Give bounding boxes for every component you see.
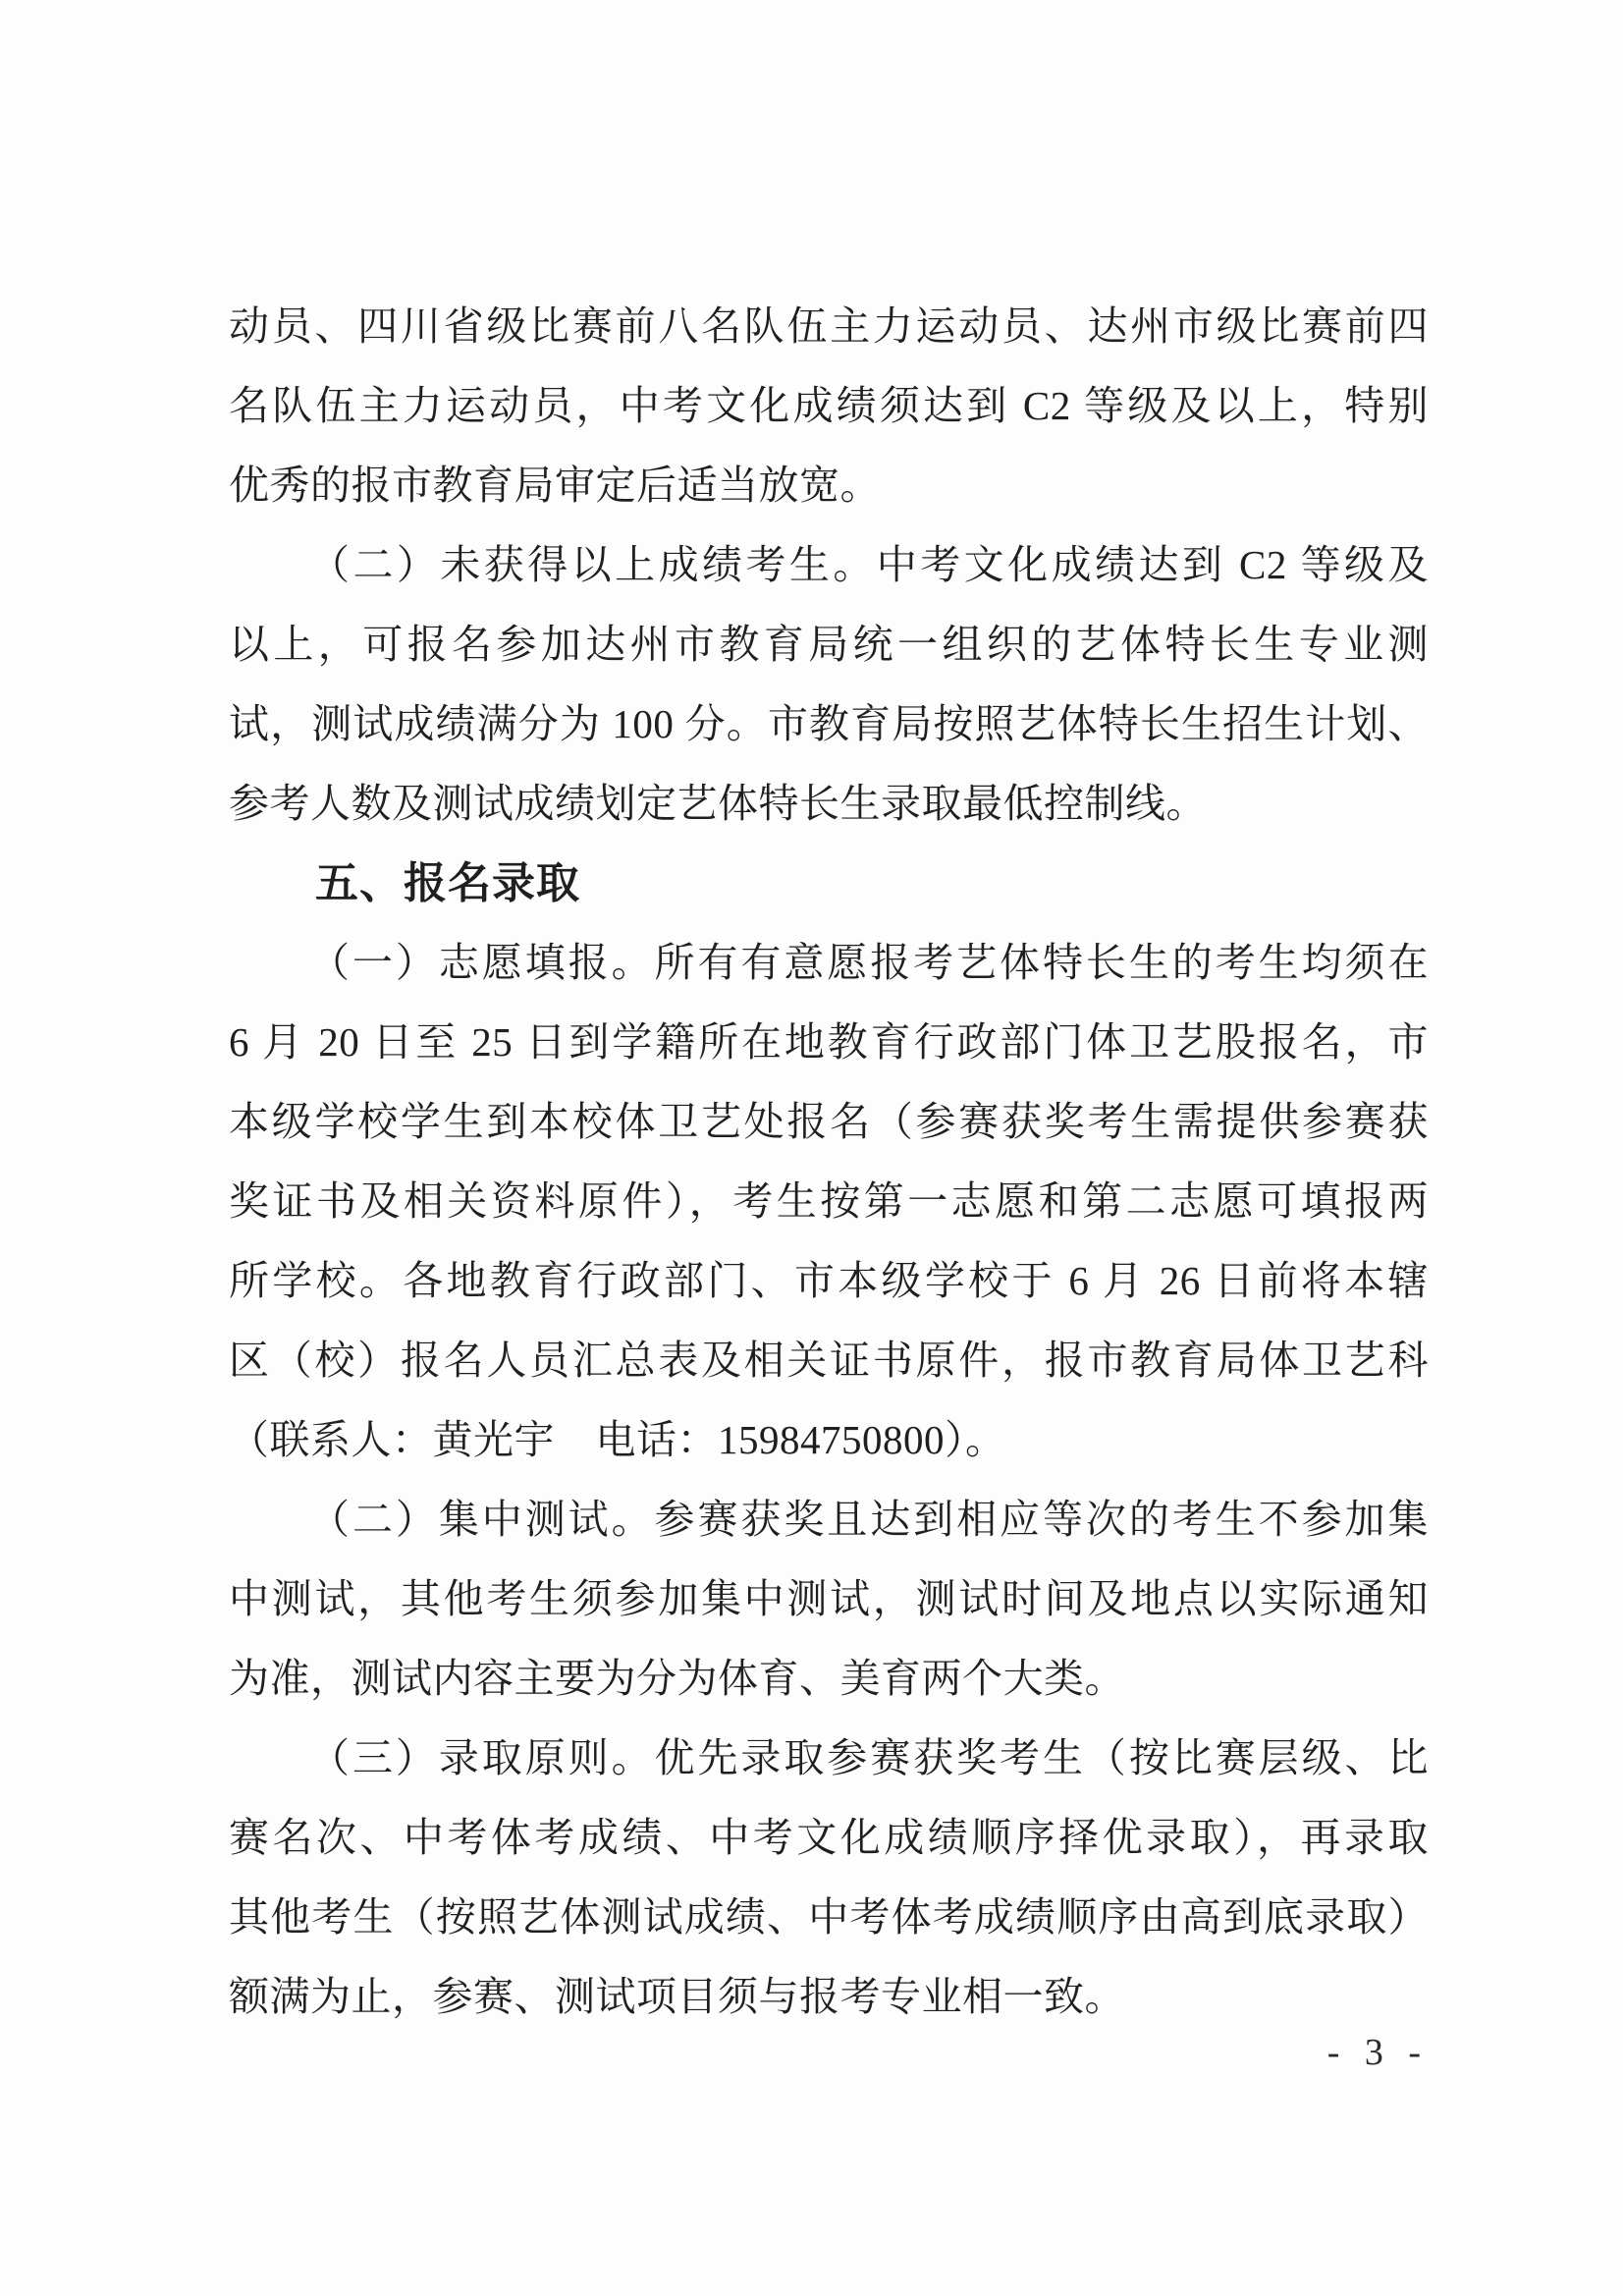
text-line: 参考人数及测试成绩划定艺体特长生录取最低控制线。: [229, 781, 1207, 826]
text-line: （二）集中测试。参赛获奖且达到相应等次的考生不参加集: [309, 1497, 1429, 1542]
text-line: 奖证书及相关资料原件），考生按第一志愿和第二志愿可填报两: [229, 1178, 1429, 1224]
text-line: 区（校）报名人员汇总表及相关证书原件，报市教育局体卫艺科: [229, 1338, 1429, 1383]
text-line: （三）录取原则。优先录取参赛获奖考生（按比赛层级、比: [309, 1735, 1429, 1780]
text-line: 所学校。各地教育行政部门、市本级学校于 6 月 26 日前将本辖: [229, 1258, 1429, 1303]
document-body: [229, 287, 1429, 2037]
text-line: 动员、四川省级比赛前八名队伍主力运动员、达州市级比赛前四: [229, 303, 1429, 349]
text-line: （二）未获得以上成绩考生。中考文化成绩达到 C2 等级及: [309, 542, 1429, 587]
text-line: 额满为止，参赛、测试项目须与报考专业相一致。: [229, 1974, 1125, 2019]
text-line: 为准，测试内容主要为分为体育、美育两个大类。: [229, 1656, 1125, 1701]
text-line: 中测试，其他考生须参加集中测试，测试时间及地点以实际通知: [229, 1576, 1429, 1621]
text-line: 试，测试成绩满分为 100 分。市教育局按照艺体特长生招生计划、: [229, 701, 1429, 746]
page-number: - 3 -: [1326, 2032, 1429, 2073]
text-line: 赛名次、中考体考成绩、中考文化成绩顺序择优录取），再录取: [229, 1815, 1429, 1860]
text-line: 优秀的报市教育局审定后适当放宽。: [229, 463, 881, 508]
text-line: 名队伍主力运动员，中考文化成绩须达到 C2 等级及以上，特别: [229, 383, 1429, 428]
text-line: 本级学校学生到本校体卫艺处报名（参赛获奖考生需提供参赛获: [229, 1099, 1429, 1144]
contact-line: （联系人：黄光宇 电话：15984750800）。: [229, 1417, 1006, 1462]
text-line: （一）志愿填报。所有有意愿报考艺体特长生的考生均须在: [309, 940, 1429, 985]
text-line: 6 月 20 日至 25 日到学籍所在地教育行政部门体卫艺股报名，市: [229, 1019, 1429, 1065]
text-line: 其他考生（按照艺体测试成绩、中考体考成绩顺序由高到底录取）: [229, 1894, 1429, 1940]
section-heading: 五、报名录取: [315, 859, 580, 907]
text-line: 以上，可报名参加达州市教育局统一组织的艺体特长生专业测: [229, 622, 1429, 667]
